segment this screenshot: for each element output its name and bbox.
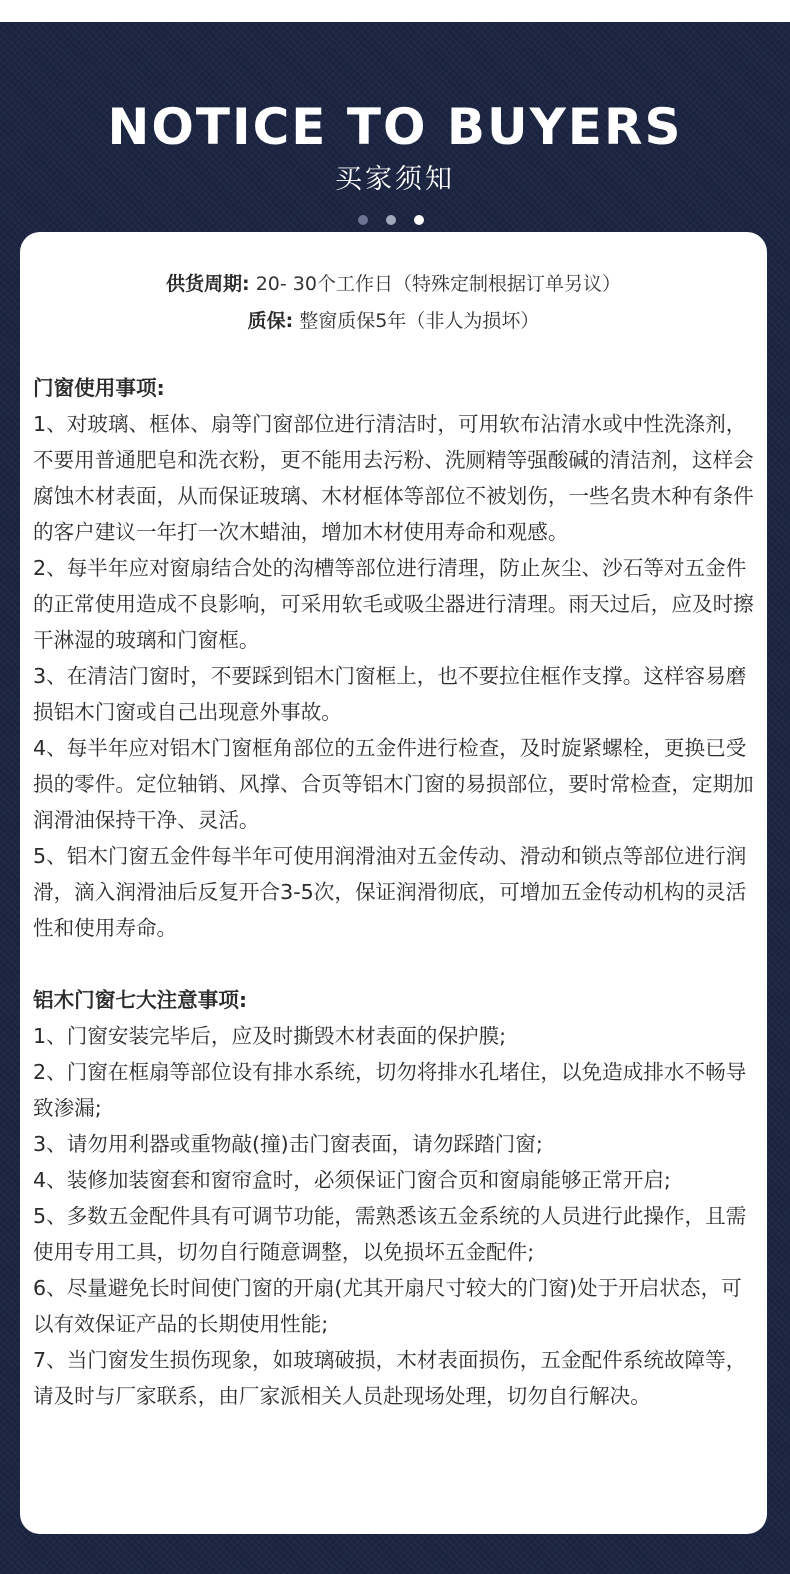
page-title: NOTICE TO BUYERS [107, 98, 683, 156]
carousel-indicator [358, 214, 430, 226]
warranty-value: 整窗质保5年（非人为损坏） [299, 310, 540, 332]
precaution-item-6: 6、尽量避免长时间使门窗的开扇(尤其开扇尺寸较大的门窗)处于开启状态，可以有效保证产品的长期使用性能; [33, 1276, 742, 1336]
section-spacer [33, 946, 757, 982]
notice-card [20, 232, 767, 1534]
supply-period-value: 20- 30个工作日（特殊定制根据订单另议） [255, 273, 621, 295]
precaution-item-3: 3、请勿用利器或重物敲(撞)击门窗表面，请勿踩踏门窗; [33, 1132, 543, 1156]
supply-period-label: 供货周期: [166, 273, 250, 295]
precaution-item-7: 7、当门窗发生损伤现象，如玻璃破损，木材表面损伤，五金配件系统故障等，请及时与厂家联系，由厂家派相关人员赴现场处理，切勿自行解决。 [33, 1348, 747, 1408]
usage-item-2: 2、每半年应对窗扇结合处的沟槽等部位进行清理，防止灰尘、沙石等对五金件的正常使用造成不良影响，可采用软毛或吸尘器进行清理。雨天过后，应及时擦干淋湿的玻璃和门窗框。 [33, 556, 754, 652]
usage-item-3: 3、在清洁门窗时，不要踩到铝木门窗框上，也不要拉住框作支撑。这样容易磨损铝木门窗或自己出现意外事故。 [33, 664, 747, 724]
supply-period-line [20, 269, 767, 299]
indicator-dot-2 [386, 215, 396, 225]
usage-item-1: 1、对玻璃、框体、扇等门窗部位进行清洁时，可用软布沾清水或中性洗涤剂，不要用普通肥皂和洗衣粉，更不能用去污粉、洗厕精等强酸碱的清洁剂，这样会腐蚀木材表面，从而保证玻璃、木材框体等部位不被划伤，一些名贵木种有条件的客户建议一年打一次木蜡油，增加木材使用寿命和观感。 [33, 412, 754, 544]
precautions-section-heading: 铝木门窗七大注意事项: [33, 988, 248, 1012]
precaution-item-1: 1、门窗安装完毕后，应及时撕毁木材表面的保护膜; [33, 1024, 507, 1048]
precaution-item-5: 5、多数五金配件具有可调节功能，需熟悉该五金系统的人员进行此操作，且需使用专用工具，切勿自行随意调整，以免损坏五金配件; [33, 1204, 747, 1264]
page-subtitle: 买家须知 [335, 164, 455, 195]
usage-section-heading: 门窗使用事项: [33, 376, 165, 400]
precaution-item-2: 2、门窗在框扇等部位设有排水系统，切勿将排水孔堵住，以免造成排水不畅导致渗漏; [33, 1060, 747, 1120]
warranty-line [20, 306, 767, 336]
notice-content [33, 370, 757, 1414]
warranty-label: 质保: [247, 310, 294, 332]
usage-item-5: 5、铝木门窗五金件每半年可使用润滑油对五金传动、滑动和锁点等部位进行润滑，滴入润滑油后反复开合3-5次，保证润滑彻底，可增加五金传动机构的灵活性和使用寿命。 [33, 844, 747, 940]
precaution-item-4: 4、装修加装窗套和窗帘盒时，必须保证门窗合页和窗扇能够正常开启; [33, 1168, 671, 1192]
indicator-dot-3-active [414, 215, 424, 225]
indicator-dot-1 [358, 215, 368, 225]
usage-item-4: 4、每半年应对铝木门窗框角部位的五金件进行检查，及时旋紧螺栓，更换已受损的零件。定位轴销、风撑、合页等铝木门窗的易损部位，要时常检查，定期加润滑油保持干净、灵活。 [33, 736, 754, 832]
